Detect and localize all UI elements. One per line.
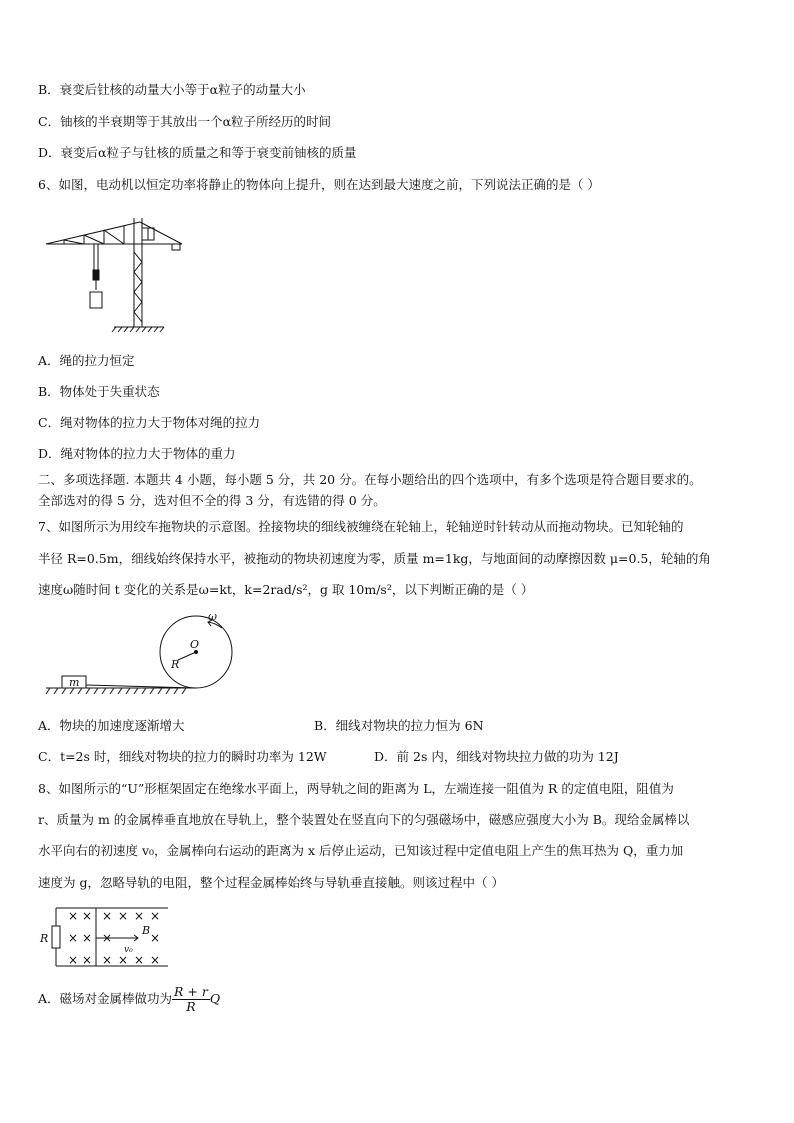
- svg-text:×: ×: [68, 931, 79, 945]
- omega-label: ω: [208, 612, 217, 623]
- block-label: m: [69, 676, 80, 689]
- q8-option-a-prefix: A．磁场对金属棒做功为: [38, 991, 173, 1006]
- section2-heading-1: 二、多项选择题. 本题共 4 小题，每小题 5 分，共 20 分。在每小题给出的四个选项中，有多个选项是符合题目要求的。: [38, 472, 702, 487]
- q6-option-c: C．绳对物体的拉力大于物体对绳的拉力: [38, 415, 261, 430]
- q7-stem-2: 半径 R=0.5m，细线始终保持水平，被拖动的物块初速度为零，质量 m=1kg，与地面间的动摩擦因数 μ=0.5，轮轴的角: [38, 551, 711, 566]
- q8-option-a: [38, 982, 220, 1016]
- section2-heading-2: 全部选对的得 5 分，选对但不全的得 3 分，有选错的得 0 分。: [38, 493, 386, 508]
- q5-option-c: C．铀核的半衰期等于其放出一个α粒子所经历的时间: [38, 114, 332, 129]
- svg-text:×: ×: [134, 953, 145, 967]
- q5-option-d: D．衰变后α粒子与钍核的质量之和等于衰变前铀核的质量: [38, 145, 357, 160]
- crane-figure: [44, 212, 184, 337]
- q7-option-c: C．t=2s 时，细线对物块的拉力的瞬时功率为 12W: [38, 749, 327, 764]
- q7-stem-1: 7、如图所示为用绞车拖物块的示意图。拴接物块的细线被缠绕在轮轴上，轮轴逆时针转动从而拖动物块。已知轮轴的: [38, 519, 684, 534]
- svg-text:×: ×: [68, 953, 79, 967]
- svg-text:×: ×: [82, 909, 93, 923]
- svg-text:×: ×: [118, 953, 129, 967]
- q8-stem-3: 水平向右的初速度 v₀，金属棒向右运动的距离为 x 后停止运动，已知该过程中定值电阻上产生的焦耳热为 Q，重力加: [38, 843, 684, 858]
- svg-text:×: ×: [102, 953, 113, 967]
- svg-text:×: ×: [150, 953, 161, 967]
- q6-option-b: B．物体处于失重状态: [38, 384, 160, 399]
- q8-stem-1: 8、如图所示的“U”形框架固定在绝缘水平面上，两导轨之间的距离为 L，左端连接一阻值为 R 的定值电阻，阻值为: [38, 781, 674, 796]
- q8-stem-4: 速度为 g，忽略导轨的电阻，整个过程金属棒始终与导轨垂直接触。则该过程中（ ）: [38, 875, 504, 890]
- winch-figure: [36, 612, 266, 702]
- q8-option-a-fraction: [172, 985, 210, 1014]
- svg-text:×: ×: [134, 909, 145, 923]
- center-label: O: [190, 638, 200, 651]
- q7-option-d: D．前 2s 内，细线对物块拉力做的功为 12J: [374, 749, 619, 764]
- q7-option-a: A．物块的加速度逐渐增大: [38, 718, 185, 733]
- q5-option-b: B．衰变后钍核的动量大小等于α粒子的动量大小: [38, 82, 306, 97]
- u-frame-figure: [38, 904, 170, 970]
- fraction-denominator: R: [186, 999, 196, 1014]
- velocity-label: v₀: [124, 945, 133, 955]
- svg-text:×: ×: [150, 931, 161, 945]
- q8-stem-2: r、质量为 m 的金属棒垂直地放在导轨上，整个装置处在竖直向下的匀强磁场中，磁感应强度大小为 B。现给金属棒以: [38, 812, 690, 827]
- q7-option-b: B．细线对物块的拉力恒为 6N: [314, 718, 484, 733]
- field-label: B: [142, 924, 151, 937]
- radius-label: R: [171, 658, 180, 671]
- svg-text:×: ×: [102, 931, 113, 945]
- svg-text:×: ×: [150, 909, 161, 923]
- q7-stem-3: 速度ω随时间 t 变化的关系是ω=kt，k=2rad/s²，g 取 10m/s²，以下判断正确的是（ ）: [38, 582, 534, 597]
- svg-text:×: ×: [82, 953, 93, 967]
- svg-text:×: ×: [82, 931, 93, 945]
- q8-option-a-suffix: Q: [209, 991, 221, 1006]
- svg-text:×: ×: [102, 909, 113, 923]
- svg-text:×: ×: [118, 909, 129, 923]
- svg-text:×: ×: [68, 909, 79, 923]
- q6-option-d: D．绳对物体的拉力大于物体的重力: [38, 446, 236, 461]
- q6-option-a: A．绳的拉力恒定: [38, 353, 135, 368]
- q6-stem: 6、如图，电动机以恒定功率将静止的物体向上提升，则在达到最大速度之前，下列说法正确的是（ ）: [38, 177, 600, 192]
- fraction-numerator: R + r: [174, 984, 208, 999]
- resistor-label: R: [40, 932, 49, 945]
